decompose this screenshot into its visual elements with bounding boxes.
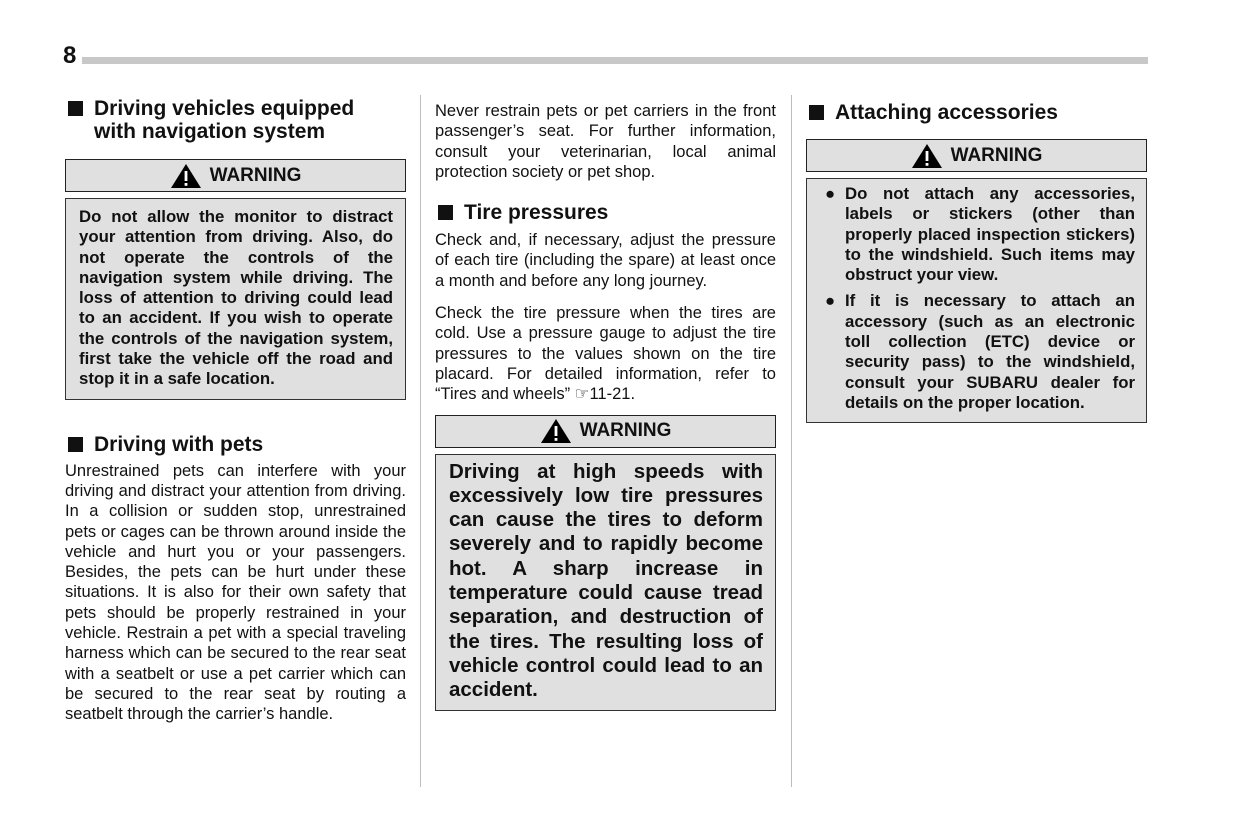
column-1 [65, 97, 406, 725]
tire-section-heading [435, 201, 776, 224]
nav-section-heading [65, 97, 406, 143]
nav-heading-line1: Driving vehicles equipped [94, 97, 355, 120]
square-bullet-icon [68, 437, 83, 452]
square-bullet-icon [809, 105, 824, 120]
nav-warning-text: Do not allow the monitor to distract your attention from driving. Also, do not operate the controls of the navigation system while driving. The loss of attention to driving could lead to an accident. If you wish to operate the controls of the navigation system, first take the vehicle off the road and stop it in a safe location. [79, 207, 393, 389]
tire-warning-label: WARNING [579, 420, 672, 442]
accessories-warning-label: WARNING [950, 144, 1043, 166]
warning-triangle-icon [170, 163, 202, 189]
accessories-warning-list [819, 184, 1135, 413]
nav-warning-label: WARNING [209, 164, 302, 186]
accessories-warning-box [806, 178, 1147, 423]
accessories-bullet-1: Do not attach any accessories, labels or stickers (other than properly placed inspection stickers) to the windshield. Such items may obstruct your view. [845, 184, 1135, 285]
tire-heading-text: Tire pressures [464, 201, 609, 225]
accessories-bullet-2: If it is necessary to attach an accessory (such as an electronic toll collection (ETC) device or security pass) to the windshield, consult your SUBARU dealer for details on the proper location. [845, 291, 1135, 412]
nav-heading-line2: with navigation system [94, 120, 326, 143]
tire-warning-box [435, 454, 776, 711]
list-item [819, 184, 1135, 285]
square-bullet-icon [68, 101, 83, 116]
tire-warning-header [435, 415, 776, 448]
tire-paragraph-2: Check the tire pressure when the tires are cold. Use a pressure gauge to adjust the tire pressures to the values shown on the tire placard. For detailed information, refer to “Tires and wheels” ☞11-21. [435, 304, 776, 404]
accessories-heading-text: Attaching accessories [835, 101, 1058, 124]
warning-triangle-icon [911, 143, 943, 169]
pets-section-heading [65, 433, 406, 456]
warning-triangle-icon [540, 418, 572, 444]
bullet-dot-icon: ● [825, 291, 836, 311]
square-bullet-icon [438, 205, 453, 220]
pets-paragraph: Unrestrained pets can interfere with your driving and distract your attention from driving. In a collision or sudden stop, unrestrained pets or cages can be thrown around inside the vehicle and hurt you or your passengers. Besides, the pets can be hurt under these situations. It is also for their own safety that pets should be properly restrained in your vehicle. Restrain a pet with a special traveling harness which can be secured to the rear seat with a seatbelt or use a pet carrier which can be secured to the rear seat by routing a seatbelt through the carrier’s handle. [65, 461, 406, 724]
page-number: 8 [63, 42, 77, 69]
column-divider-2 [791, 95, 792, 787]
accessories-section-heading [806, 101, 1147, 124]
column-2 [435, 101, 776, 711]
accessories-warning-header [806, 139, 1147, 172]
list-item [819, 291, 1135, 413]
page-header-rule [82, 57, 1148, 64]
pets-heading-text: Driving with pets [94, 432, 264, 456]
nav-warning-header [65, 159, 406, 192]
tire-paragraph-1: Check and, if necessary, adjust the pressure of each tire (including the spare) at least once a month and before any long journey. [435, 231, 776, 290]
column-divider-1 [420, 95, 421, 787]
column-3 [806, 101, 1147, 423]
tire-warning-text: Driving at high speeds with excessively low tire pressures can cause the tires to deform severely and to rapidly become hot. A sharp increase in temperature could cause tread separation, and destruction of the tires. The resulting loss of vehicle control could lead to an accident. [449, 459, 763, 702]
pets-continued-paragraph: Never restrain pets or pet carriers in the front passenger’s seat. For further information, consult your veterinarian, local animal protection society or pet shop. [435, 102, 776, 181]
nav-warning-box [65, 198, 406, 400]
bullet-dot-icon: ● [825, 184, 836, 203]
